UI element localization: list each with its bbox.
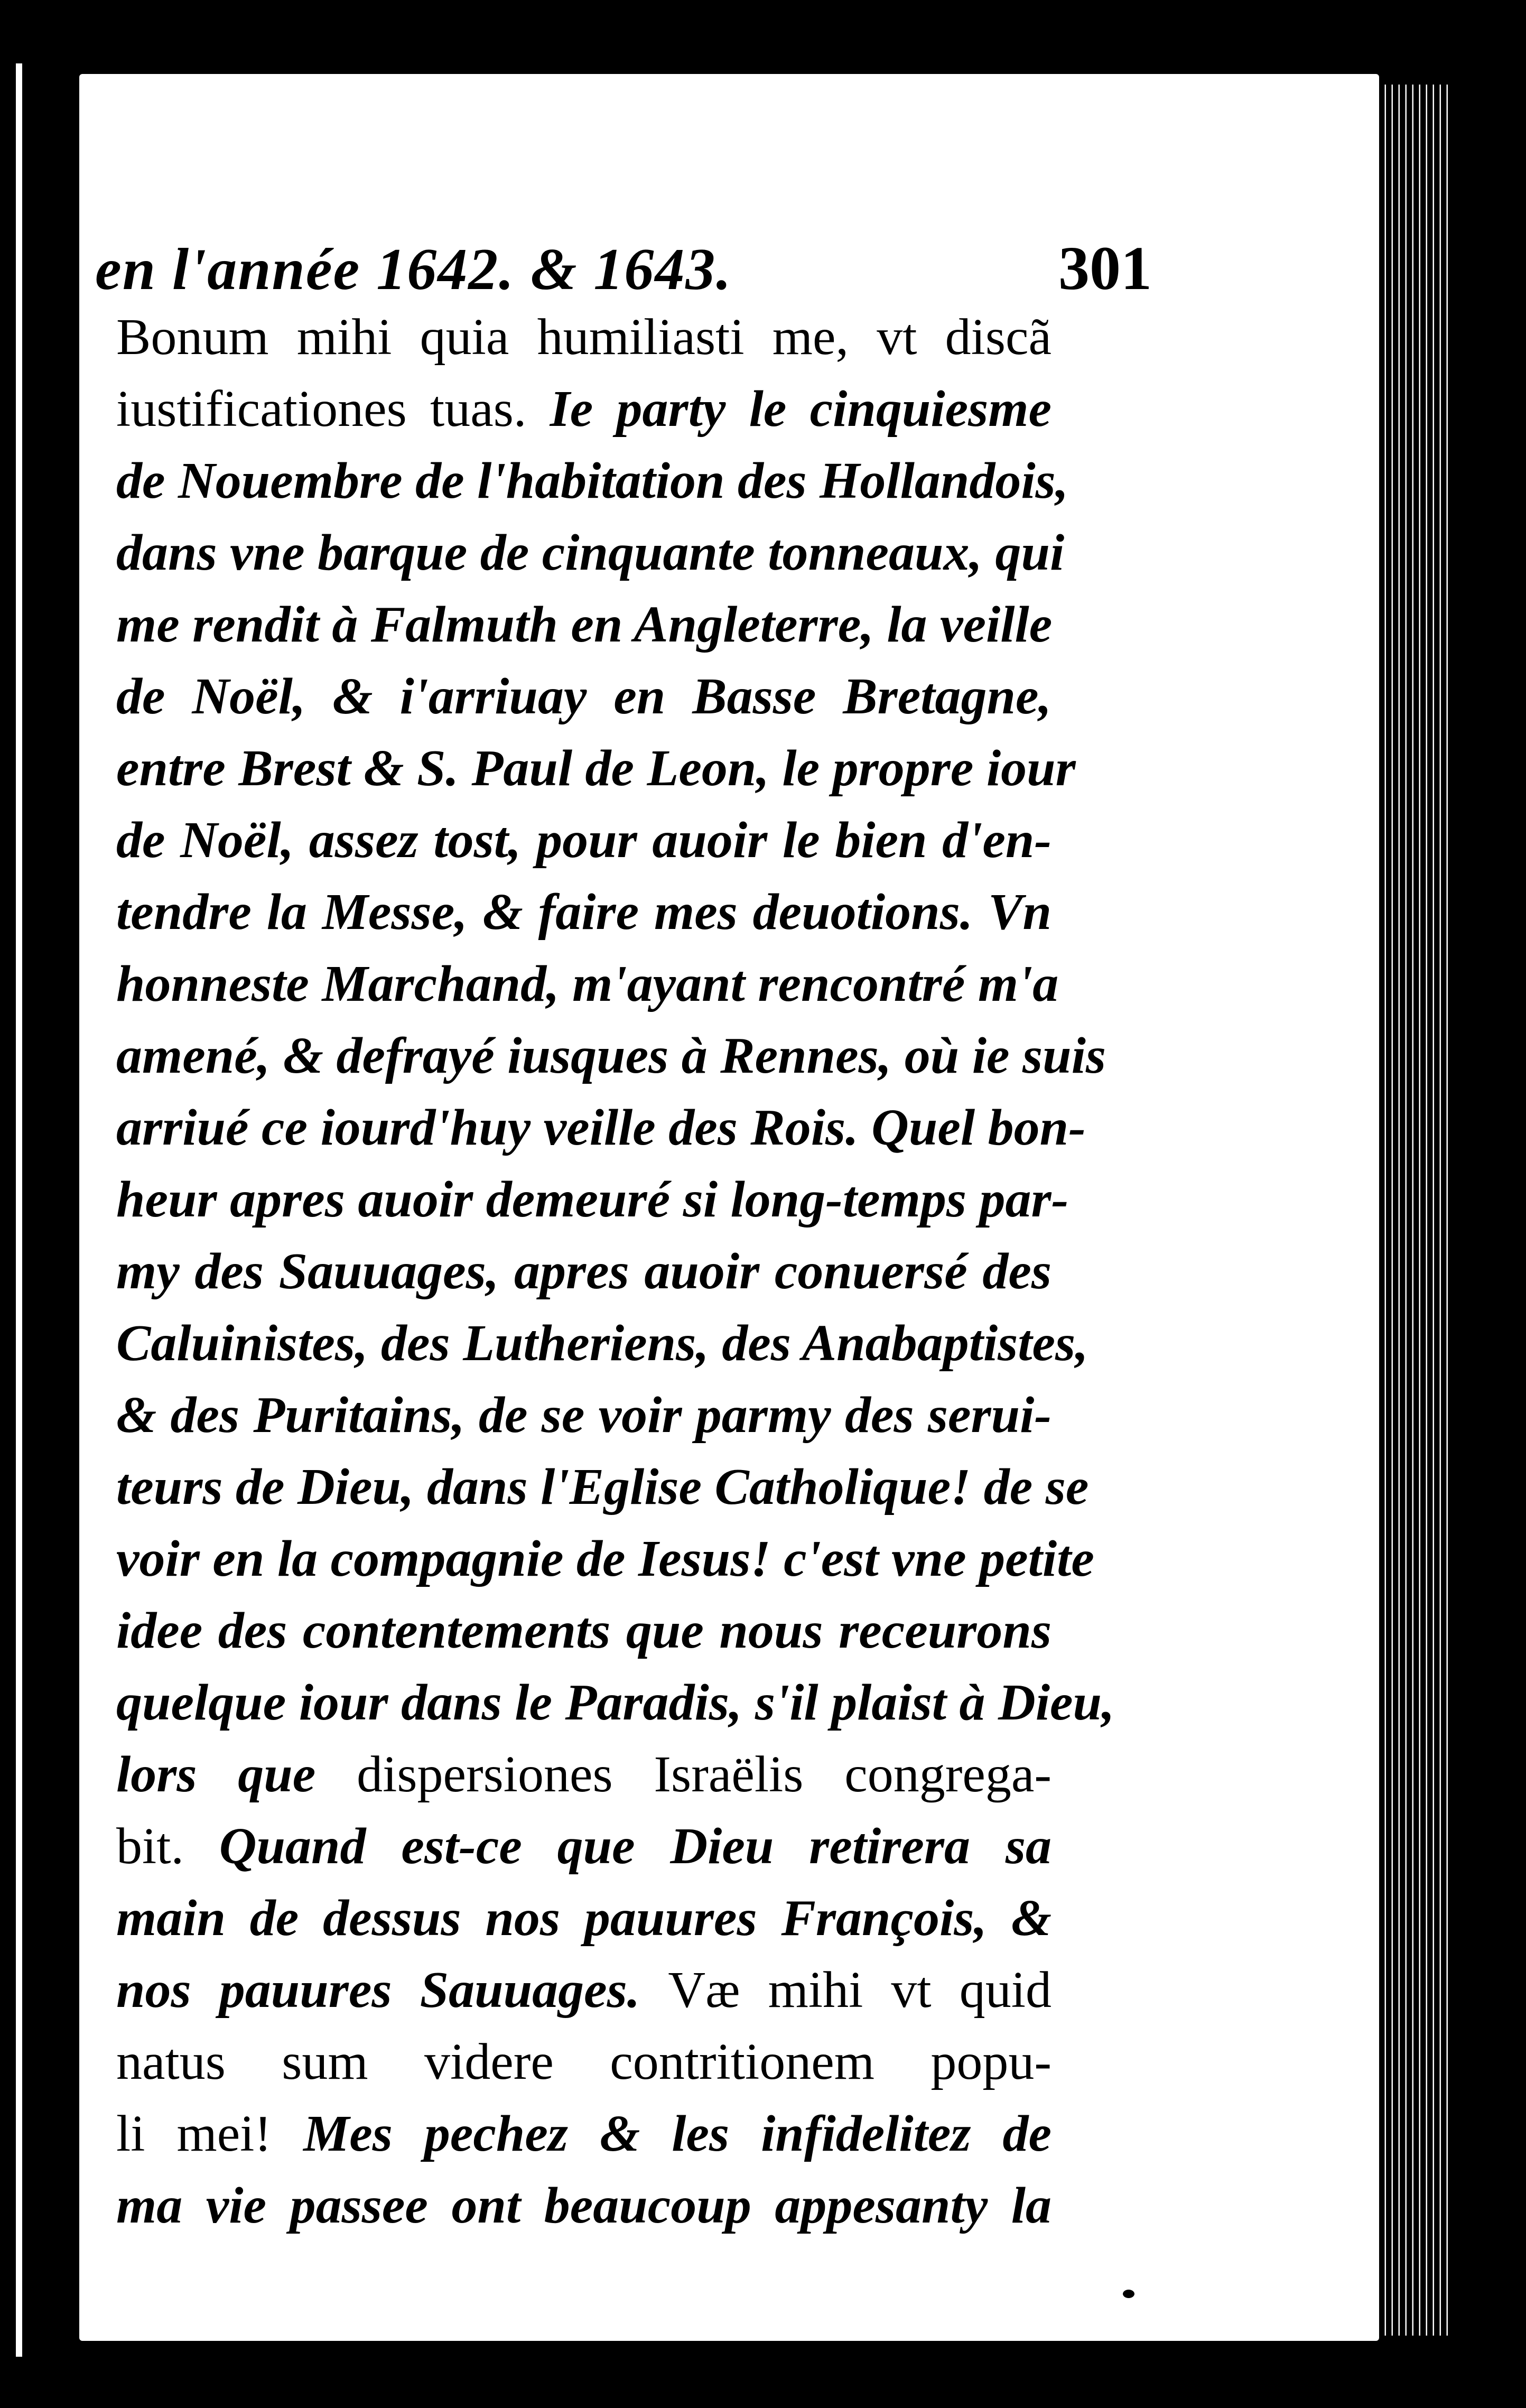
french-text: amené, & defrayé iusques à Rennes, où ie suis <box>116 1027 1106 1084</box>
text-line <box>116 301 1052 373</box>
french-text: Quand est-ce que Dieu retirera sa <box>219 1818 1052 1875</box>
latin-text: Væ mihi vt quid <box>668 1961 1052 2019</box>
page-number: 301 <box>1058 234 1152 303</box>
french-text: de Noël, & i'arriuay en Basse Bretagne, <box>116 668 1052 725</box>
french-text: de Nouembre de l'habitation des Hollandois, <box>116 452 1069 509</box>
french-text: Mes pechez & les infidelitez de <box>303 2105 1052 2162</box>
text-line <box>116 373 1052 445</box>
running-title: en l'année 1642. & 1643. <box>95 237 732 302</box>
french-text: nos pauures Sauuages. <box>116 1961 668 2019</box>
french-text: arriué ce iourd'huy veille des Rois. Quel bon- <box>116 1099 1086 1156</box>
french-text: my des Sauuages, apres auoir conuersé des <box>116 1243 1052 1300</box>
french-text: teurs de Dieu, dans l'Eglise Catholique! de se <box>116 1458 1089 1516</box>
text-line <box>116 661 1052 732</box>
french-text: voir en la compagnie de Iesus! c'est vne petite <box>116 1530 1094 1587</box>
latin-text: li mei! <box>116 2105 304 2162</box>
text-line <box>116 1595 1052 1667</box>
french-text: Ie party le cinquiesme <box>550 380 1052 438</box>
text-line <box>116 1451 1089 1523</box>
french-text: quelque iour dans le Paradis, s'il plaist à Dieu, <box>116 1674 1115 1731</box>
text-line <box>116 1738 1052 1810</box>
text-line <box>116 1235 1052 1307</box>
french-text: idee des contentements que nous receurons <box>116 1602 1052 1659</box>
latin-text: natus sum videre contritionem popu- <box>116 2033 1052 2090</box>
text-line <box>116 1667 1115 1738</box>
text-line <box>116 1307 1088 1379</box>
french-text: entre Brest & S. Paul de Leon, le propre iour <box>116 740 1076 797</box>
printer-mark <box>1123 2290 1134 2298</box>
text-line <box>116 589 1052 661</box>
latin-text: dispersiones Israëlis congrega- <box>357 1746 1052 1803</box>
text-line <box>116 804 1052 876</box>
french-text: lors que <box>116 1746 357 1803</box>
text-line <box>116 1882 1052 1954</box>
book-spine-edge <box>16 63 22 2357</box>
text-line <box>116 2098 1052 2170</box>
french-text: main de dessus nos pauures François, & <box>116 1890 1052 1947</box>
text-line <box>116 445 1069 517</box>
text-line <box>116 1164 1069 1235</box>
text-line <box>116 1020 1106 1092</box>
text-line <box>116 1379 1052 1451</box>
text-line <box>116 1810 1052 1882</box>
text-line <box>116 948 1059 1020</box>
page-header <box>95 233 1152 304</box>
text-line <box>116 876 1052 948</box>
text-line <box>116 2170 1052 2242</box>
latin-text: Bonum mihi quia humiliasti me, vt discã <box>116 309 1052 366</box>
french-text: heur apres auoir demeuré si long-temps par- <box>116 1171 1069 1228</box>
body-text <box>116 301 1115 2242</box>
french-text: dans vne barque de cinquante tonneaux, qui <box>116 524 1065 581</box>
french-text: tendre la Messe, & faire mes deuotions. Vn <box>116 884 1052 941</box>
text-line <box>116 732 1076 804</box>
french-text: & des Puritains, de se voir parmy des serui- <box>116 1387 1052 1444</box>
french-text: de Noël, assez tost, pour auoir le bien d'en- <box>116 812 1052 869</box>
latin-text: iustificationes tuas. <box>116 380 550 438</box>
text-line <box>116 1954 1052 2026</box>
french-text: honneste Marchand, m'ayant rencontré m'a <box>116 955 1059 1012</box>
text-line <box>116 1523 1094 1595</box>
french-text: me rendit à Falmuth en Angleterre, la veille <box>116 596 1053 653</box>
text-line <box>116 2026 1052 2098</box>
text-line <box>116 1092 1086 1164</box>
page-stack-edge <box>1379 85 1453 2336</box>
latin-text: bit. <box>116 1818 219 1875</box>
text-line <box>116 517 1065 589</box>
french-text: ma vie passee ont beaucoup appesanty la <box>116 2177 1052 2234</box>
french-text: Caluinistes, des Lutheriens, des Anabaptistes, <box>116 1315 1088 1372</box>
